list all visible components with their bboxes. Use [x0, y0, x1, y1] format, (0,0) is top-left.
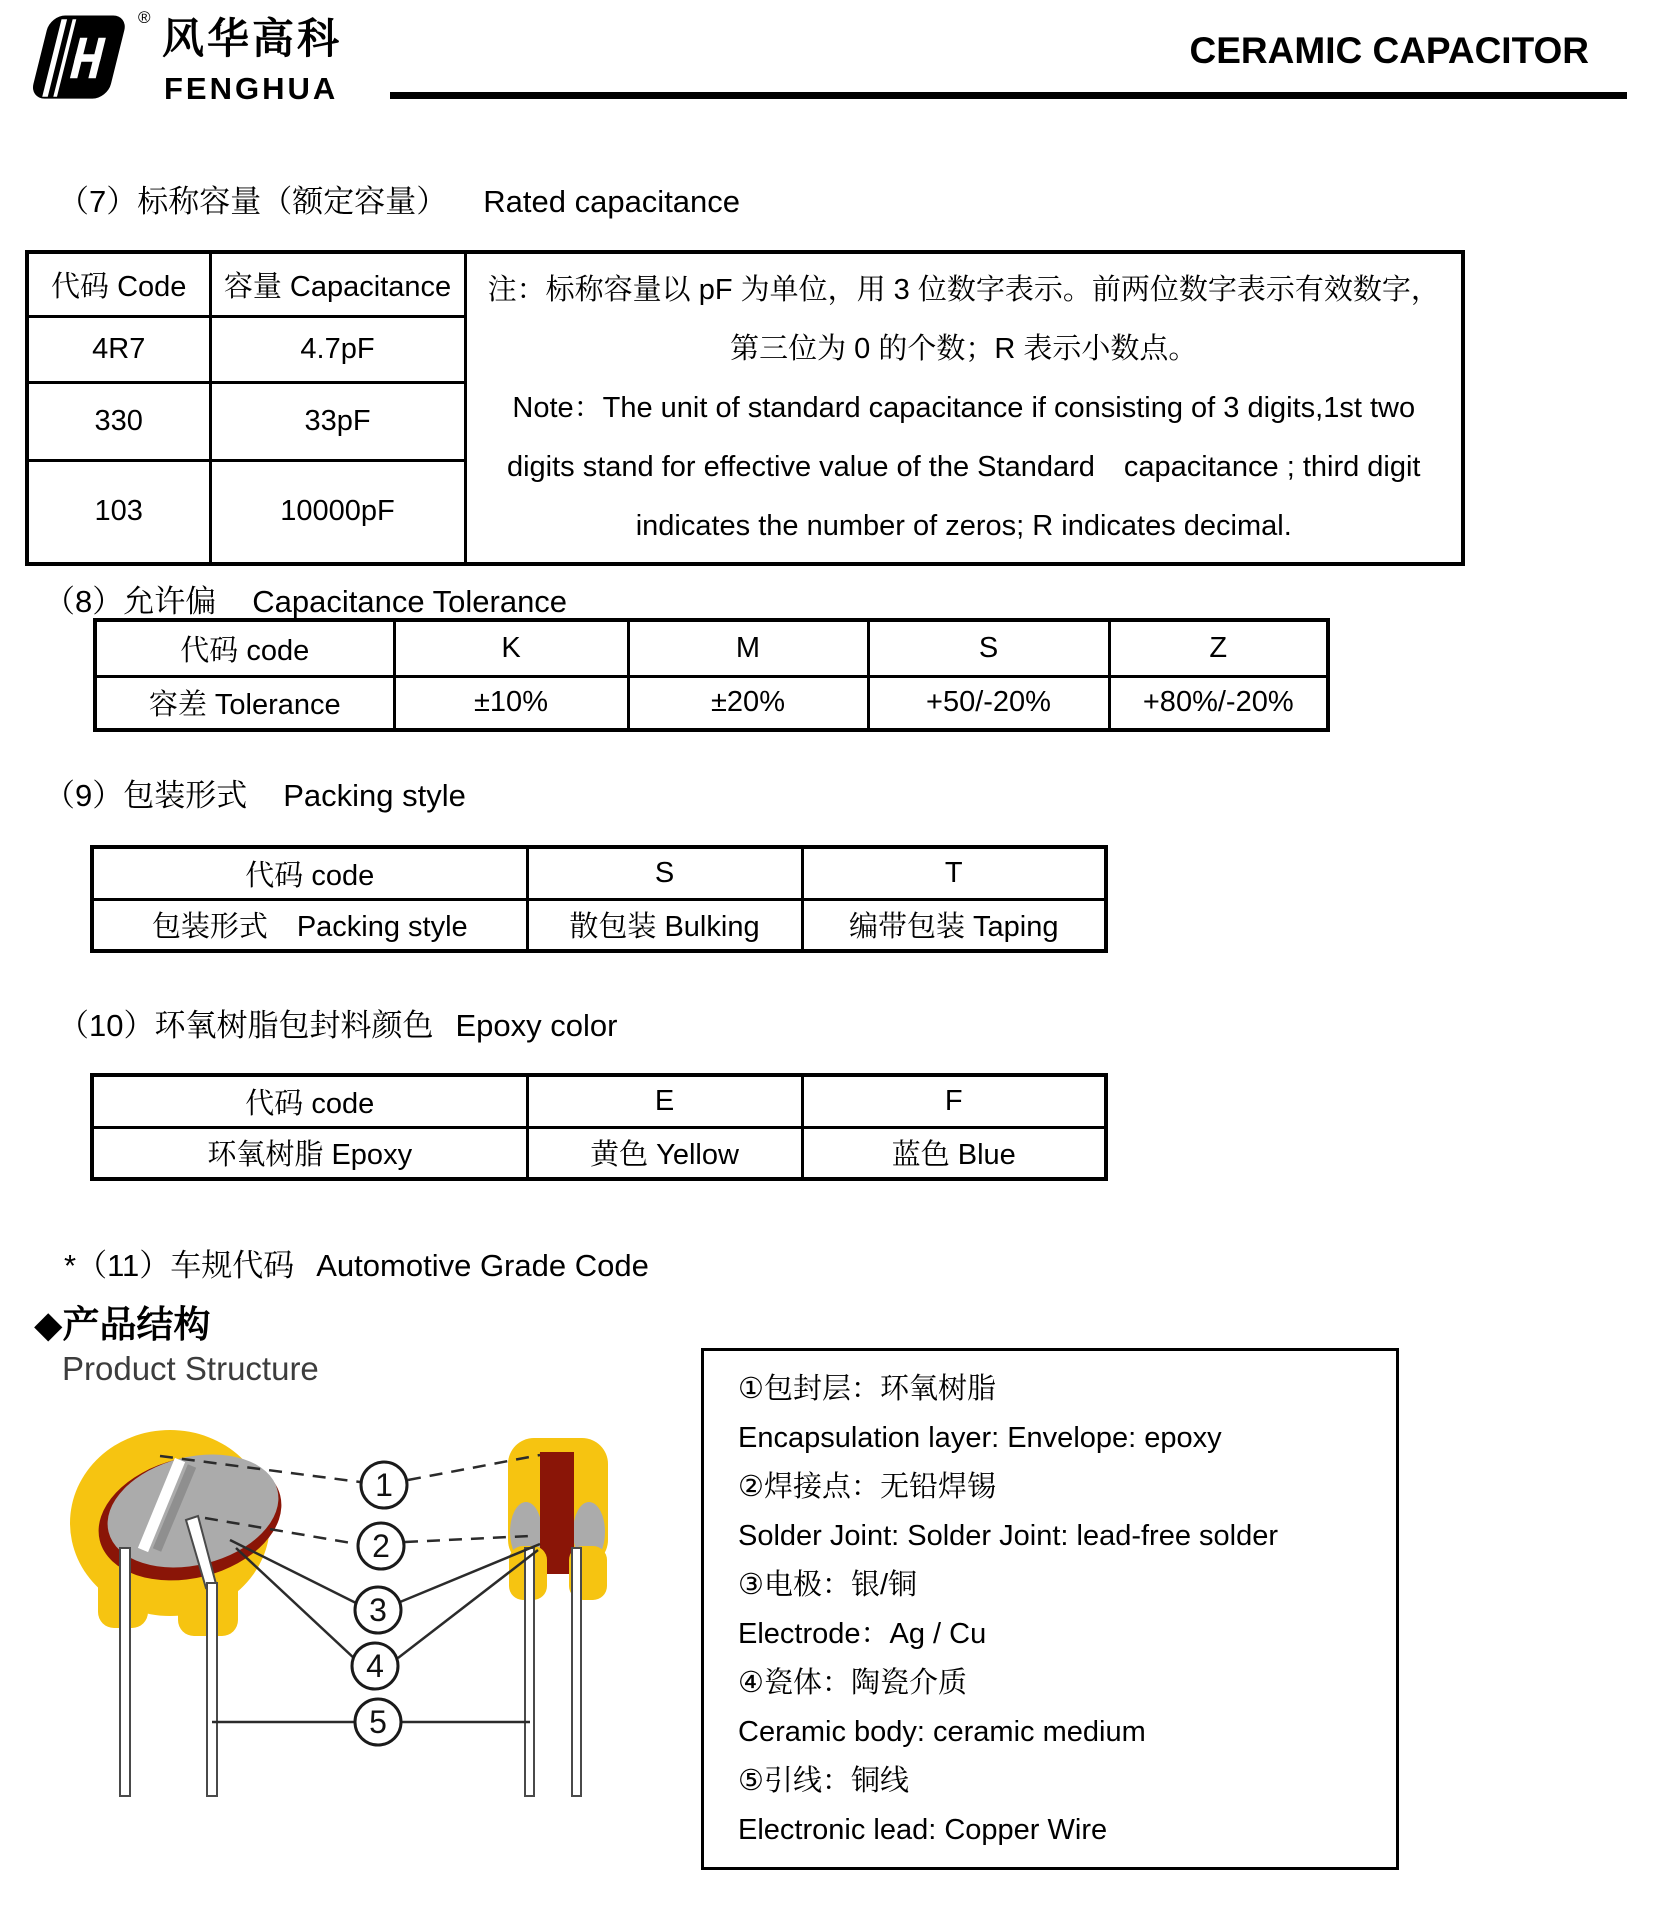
table-row [95, 676, 1328, 730]
capacitor-structure-drawing [40, 1398, 660, 1910]
tolerance-code-s: S [868, 620, 1109, 676]
packing-value-t: 编带包装 Taping [802, 899, 1106, 951]
packing-style-table [90, 845, 1108, 953]
callout5-number: 5 [369, 1704, 387, 1740]
section11-heading-en: Automotive Grade Code [316, 1248, 649, 1283]
packing-label: 包装形式 Packing style [92, 899, 527, 951]
note-line: indicates the number of zeros; R indicates decimal. [635, 509, 1292, 542]
code-cell: 4R7 [27, 316, 210, 382]
product-structure-diagram [40, 1398, 660, 1910]
lead-wire [572, 1548, 581, 1796]
structure-legend-box [701, 1348, 1399, 1870]
legend-line-solder-cn: ②焊接点：无铅焊锡 [738, 1471, 996, 1503]
note-line: 注：标称容量以 pF 为单位，用 3 位数字表示。前两位数字表示有效数字， [487, 273, 1440, 306]
section11-heading [64, 1240, 649, 1285]
packing-value-s: 散包装 Bulking [527, 899, 802, 951]
epoxy-color-table [90, 1073, 1108, 1181]
table-row [92, 899, 1106, 951]
legend-line-encapsulation-en: Encapsulation layer: Envelope: epoxy [738, 1422, 1222, 1454]
section11-heading-cn: *（11）车规代码 [64, 1248, 295, 1283]
section7-heading-cn: （7）标称容量（额定容量） [58, 184, 448, 219]
lead-wire [525, 1548, 534, 1796]
tolerance-code-k: K [394, 620, 628, 676]
epoxy-code-e: E [527, 1075, 802, 1127]
table-row [92, 847, 1106, 899]
capacitance-cell: 10000pF [210, 460, 465, 564]
header-divider [390, 92, 1627, 99]
table-row [92, 1127, 1106, 1179]
legend-line-ceramic-cn: ④瓷体：陶瓷介质 [738, 1667, 967, 1699]
section8-heading [44, 576, 567, 621]
note-line: Note：The unit of standard capacitance if consisting of 3 digits,1st two [512, 391, 1416, 424]
tolerance-label: 容差 Tolerance [95, 676, 394, 730]
callout2-number: 2 [372, 1528, 390, 1564]
legend-line-lead-cn: ⑤引线：铜线 [738, 1765, 909, 1797]
epoxy-code-header: 代码 code [92, 1075, 527, 1127]
lead-wire [120, 1548, 130, 1796]
section10-heading [58, 1000, 617, 1045]
table-row [95, 620, 1328, 676]
callout-badges [352, 1462, 407, 1745]
legend-line-electrode-cn: ③电极：银/铜 [738, 1569, 918, 1601]
section7-heading [58, 176, 740, 221]
code-cell: 330 [27, 382, 210, 460]
lead-wire [207, 1583, 217, 1796]
note-line: digits stand for effective value of the Standard capacitance ; third digit [506, 450, 1421, 483]
tolerance-value-s: +50/-20% [868, 676, 1109, 730]
tolerance-code-z: Z [1109, 620, 1328, 676]
rated-capacitance-table [25, 250, 1465, 566]
col-header-capacitance: 容量 Capacitance [210, 252, 465, 316]
tolerance-value-z: +80%/-20% [1109, 676, 1328, 730]
note-line: 第三位为 0 的个数；R 表示小数点。 [730, 332, 1198, 365]
epoxy-label: 环氧树脂 Epoxy [92, 1127, 527, 1179]
packing-code-s: S [527, 847, 802, 899]
tolerance-code-m: M [628, 620, 868, 676]
section8-heading-cn: （8）允许偏 [44, 584, 217, 619]
logo-english-name: FENGHUA [164, 71, 339, 106]
registered-trademark-symbol: ® [138, 8, 151, 27]
tolerance-table [93, 618, 1330, 732]
callout4-line-right [398, 1550, 538, 1658]
section7-heading-en: Rated capacitance [483, 184, 741, 219]
section10-heading-en: Epoxy color [455, 1008, 618, 1043]
epoxy-value-e: 黄色 Yellow [527, 1127, 802, 1179]
tolerance-value-m: ±20% [628, 676, 868, 730]
logo-h-bar [74, 54, 102, 61]
section9-heading-cn: （9）包装形式 [44, 778, 248, 813]
callout4-number: 4 [366, 1648, 384, 1684]
callout1-number: 1 [375, 1467, 393, 1503]
legend-line-encapsulation-cn: ①包封层：环氧树脂 [738, 1373, 996, 1405]
product-structure-heading-en: Product Structure [62, 1350, 319, 1387]
col-header-code: 代码 Code [27, 252, 210, 316]
packing-code-header: 代码 code [92, 847, 527, 899]
section8-heading-en: Capacitance Tolerance [252, 584, 568, 619]
legend-line-solder-en: Solder Joint: Solder Joint: lead-free solder [738, 1520, 1279, 1552]
table-row [92, 1075, 1106, 1127]
disc-capacitor-cutaway [70, 1430, 295, 1796]
legend-line-ceramic-en: Ceramic body: ceramic medium [738, 1716, 1146, 1748]
callout3-number: 3 [369, 1592, 387, 1628]
callout4-line-left [236, 1548, 356, 1660]
capacitance-note-cell [465, 252, 1463, 564]
epoxy-value-f: 蓝色 Blue [802, 1127, 1106, 1179]
fenghua-logo-icon [20, 10, 140, 106]
packing-code-t: T [802, 847, 1106, 899]
logo-chinese-name: 风华高科 [162, 15, 343, 62]
page-title: CERAMIC CAPACITOR [1189, 30, 1589, 71]
tolerance-code-header: 代码 code [95, 620, 394, 676]
fenghua-logo-mark-icon [20, 10, 140, 106]
tolerance-value-k: ±10% [394, 676, 628, 730]
section9-heading-en: Packing style [283, 778, 466, 813]
capacitance-cell: 4.7pF [210, 316, 465, 382]
product-structure-heading-cn: ◆产品结构 [34, 1304, 211, 1345]
code-cell: 103 [27, 460, 210, 564]
section10-heading-cn: （10）环氧树脂包封料颜色 [58, 1008, 434, 1043]
capacitance-cell: 33pF [210, 382, 465, 460]
legend-line-electrode-en: Electrode：Ag / Cu [738, 1618, 987, 1650]
epoxy-code-f: F [802, 1075, 1106, 1127]
disc-capacitor-side-view [508, 1438, 608, 1796]
section9-heading [44, 770, 466, 815]
legend-line-lead-en: Electronic lead: Copper Wire [738, 1814, 1108, 1846]
